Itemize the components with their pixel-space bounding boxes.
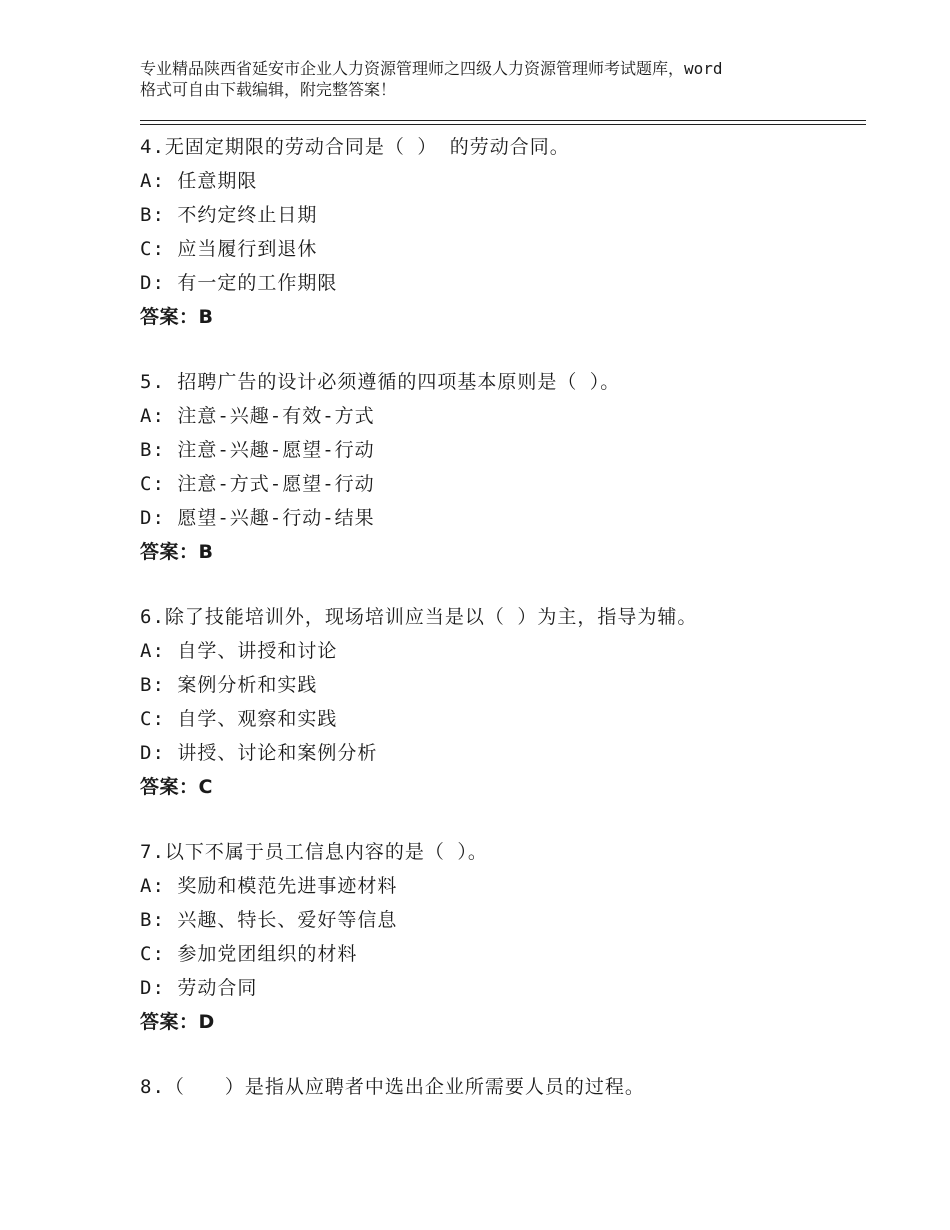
option-a: A: 任意期限 bbox=[140, 170, 258, 192]
option-b: B: 兴趣、特长、爱好等信息 bbox=[140, 909, 398, 931]
question-7 bbox=[140, 835, 866, 1039]
question-stem: 6.除了技能培训外，现场培训应当是以（ ）为主，指导为辅。 bbox=[140, 606, 698, 628]
option-d: D: 有一定的工作期限 bbox=[140, 272, 338, 294]
question-stem: 8.（ ）是指从应聘者中选出企业所需要人员的过程。 bbox=[140, 1076, 645, 1098]
option-c: C: 应当履行到退休 bbox=[140, 238, 318, 260]
option-b: B: 不约定终止日期 bbox=[140, 204, 318, 226]
question-stem: 4.无固定期限的劳动合同是（ ） 的劳动合同。 bbox=[140, 136, 570, 158]
answer-label: 答案：B bbox=[140, 541, 214, 563]
header-line-2: 格式可自由下载编辑，附完整答案！ bbox=[140, 80, 397, 99]
option-a: A: 注意-兴趣-有效-方式 bbox=[140, 405, 375, 427]
answer-label: 答案：B bbox=[140, 306, 214, 328]
question-list bbox=[140, 130, 866, 1135]
option-c: C: 参加党团组织的材料 bbox=[140, 943, 358, 965]
answer-label: 答案：C bbox=[140, 776, 213, 798]
question-stem: 5. 招聘广告的设计必须遵循的四项基本原则是（ ）。 bbox=[140, 371, 621, 393]
option-d: D: 讲授、讨论和案例分析 bbox=[140, 742, 378, 764]
option-b: B: 案例分析和实践 bbox=[140, 674, 318, 696]
question-5 bbox=[140, 365, 866, 569]
option-b: B: 注意-兴趣-愿望-行动 bbox=[140, 439, 375, 461]
header-divider-bottom bbox=[140, 124, 866, 125]
option-a: A: 自学、讲授和讨论 bbox=[140, 640, 338, 662]
question-8 bbox=[140, 1070, 866, 1104]
option-c: C: 注意-方式-愿望-行动 bbox=[140, 473, 375, 495]
option-c: C: 自学、观察和实践 bbox=[140, 708, 338, 730]
answer-label: 答案：D bbox=[140, 1011, 215, 1033]
option-d: D: 愿望-兴趣-行动-结果 bbox=[140, 507, 375, 529]
question-4 bbox=[140, 130, 866, 334]
question-6 bbox=[140, 600, 866, 804]
option-a: A: 奖励和模范先进事迹材料 bbox=[140, 875, 398, 897]
header-divider-top bbox=[140, 120, 866, 121]
option-d: D: 劳动合同 bbox=[140, 977, 258, 999]
document-header bbox=[140, 58, 840, 100]
header-line-1: 专业精品陕西省延安市企业人力资源管理师之四级人力资源管理师考试题库，word bbox=[140, 59, 723, 78]
question-stem: 7.以下不属于员工信息内容的是（ ）。 bbox=[140, 841, 488, 863]
